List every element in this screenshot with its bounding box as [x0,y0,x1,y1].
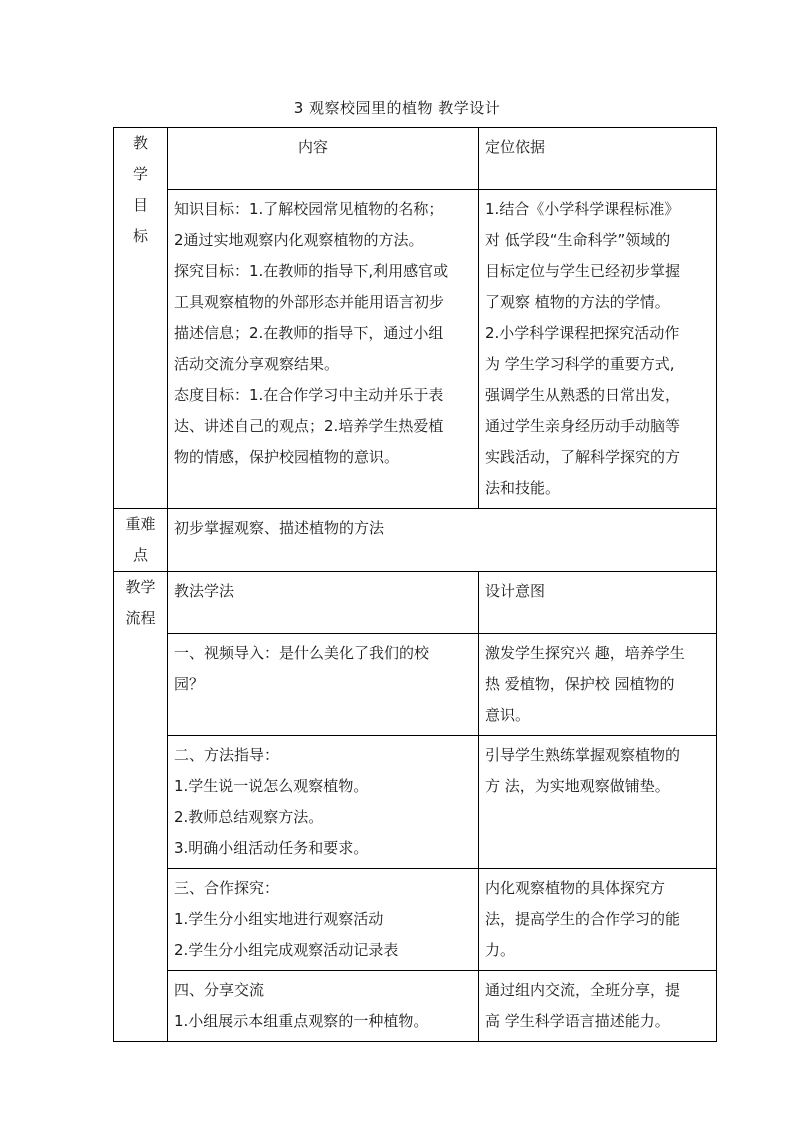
goals-label-cell [114,128,168,509]
lesson-plan-table [113,127,717,1042]
content-line: 工具观察植物的外部形态并能用语言初步 [174,293,445,311]
step-method-cell [168,634,479,736]
intent-line: 引导学生熟练掌握观察植物的 [485,746,681,764]
intent-line: 内化观察植物的具体探究方 [485,879,666,897]
intent-line: 方 法，为实地观察做铺垫。 [485,777,670,795]
basis-line: 通过学生亲身经历动手动脑等 [485,417,681,435]
step-method-cell [168,971,479,1042]
goals-content-row [114,190,717,509]
step-intent-cell [479,971,717,1042]
method-line: 1.学生说一说怎么观察植物。 [174,777,369,795]
content-line: 活动交流分享观察结果。 [174,355,340,373]
goals-basis-cell [479,190,717,509]
intent-line: 力。 [485,941,516,959]
basis-line: 实践活动，了解科学探究的方 [485,448,681,466]
process-label: 流程 [125,609,156,627]
key-points-label: 点 [132,546,148,564]
method-line: 四、分享交流 [174,981,265,999]
intent-line: 法，提高学生的合作学习的能 [485,910,681,928]
step-intent-cell [479,736,717,869]
content-line: 达、讲述自己的观点；2.培养学生热爱植 [174,417,444,435]
method-line: 园？ [174,675,205,693]
document-title: 3 观察校园里的植物 教学设计 [293,99,501,117]
key-points-row [114,509,717,572]
intent-line: 热 爱植物，保护校 园植物的 [485,675,675,693]
basis-line: 强调学生从熟悉的日常出发， [485,386,681,404]
basis-line: 为 学生学习科学的重要方式, [485,355,675,373]
intent-line: 通过组内交流，全班分享，提 [485,981,681,999]
key-points-text: 初步掌握观察、描述植物的方法 [168,509,717,572]
basis-header: 定位依据 [479,128,717,190]
method-line: 2.学生分小组完成观察活动记录表 [174,941,399,959]
method-line: 二、方法指导： [174,746,280,764]
content-header [168,128,479,190]
content-line: 知识目标：1.了解校园常见植物的名称； [174,200,444,218]
process-step-row [114,869,717,971]
method-line: 2.教师总结观察方法。 [174,808,324,826]
step-method-cell [168,869,479,971]
key-points-label: 重难 [125,515,156,533]
method-line: 1.学生分小组实地进行观察活动 [174,910,384,928]
basis-line: 法和技能。 [485,479,561,497]
process-label: 教学 [125,578,156,596]
intent-line: 意识。 [485,706,531,724]
content-line: 2通过实地观察内化观察植物的方法。 [174,231,424,249]
method-line: 一、视频导入：是什么美化了我们的校 [174,644,430,662]
goals-label-char: 教 [132,134,148,152]
key-points-label-cell [114,509,168,572]
step-intent-cell [479,634,717,736]
method-line: 1.小组展示本组重点观察的一种植物。 [174,1012,429,1030]
process-header-row [114,572,717,634]
goals-label-char: 标 [132,227,148,245]
basis-line: 目标定位与学生已经初步掌握 [485,262,681,280]
content-line: 物的情感，保护校园植物的意识。 [174,448,400,466]
intent-header: 设计意图 [479,572,717,634]
basis-line: 对 低学段“生命科学”领域的 [485,231,671,249]
goals-header-row [114,128,717,190]
goals-label-char: 学 [132,165,148,183]
step-intent-cell [479,869,717,971]
methods-header: 教法学法 [168,572,479,634]
content-header-label: 内容 [297,138,328,156]
intent-line: 高 学生科学语言描述能力。 [485,1012,670,1030]
basis-line: 1.结合《小学科学课程标准》 [485,200,680,218]
content-line: 态度目标：1.在合作学习中主动并乐于表 [174,386,444,404]
process-step-row [114,971,717,1042]
goals-content-cell [168,190,479,509]
process-step-row [114,736,717,869]
step-method-cell [168,736,479,869]
content-line: 描述信息；2.在教师的指导下，通过小组 [174,324,444,342]
method-line: 3.明确小组活动任务和要求。 [174,839,369,857]
process-label-cell [114,572,168,1042]
goals-label-char: 目 [132,196,148,214]
basis-line: 了观察 植物的方法的学情。 [485,293,670,311]
content-line: 探究目标：1.在教师的指导下,利用感官或 [174,262,449,280]
intent-line: 激发学生探究兴 趣，培养学生 [485,644,685,662]
basis-line: 2.小学科学课程把探究活动作 [485,324,680,342]
process-step-row [114,634,717,736]
method-line: 三、合作探究： [174,879,280,897]
